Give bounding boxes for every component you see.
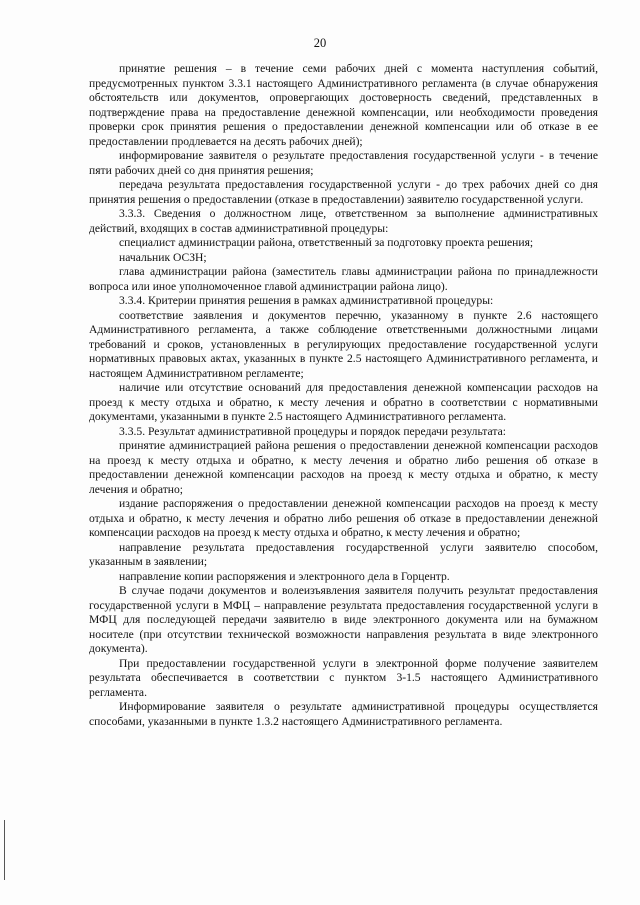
paragraph-criteria-grounds: наличие или отсутствие оснований для предоставления денежной компенсации расходов на проезд к месту отдыха и обратно, к месту лечения и обратно в соответствии с нормативными документами, указанными в пункте 2.5 настоящего Административного регламента. bbox=[89, 381, 598, 423]
paragraph-criteria-documents: соответствие заявления и документов перечню, указанному в пункте 2.6 настоящего Административного регламента, а также соблюдение ответственными должностными лицами требований и сроков, установленных в регулирующих предоставление государственной услуги нормативных правовых актах, указанных в пункте 2.5 настоящего Административного регламента, и настоящем Административном регламенте; bbox=[89, 308, 598, 380]
paragraph-informing: Информирование заявителя о результате административной процедуры осуществляется способами, указанными в пункте 1.3.2 настоящего Административного регламента. bbox=[89, 700, 598, 728]
paragraph-district-head: глава администрации района (заместитель главы администрации района по принадлежности вопроса или иное уполномоченное главой администрации района лицо). bbox=[89, 265, 598, 293]
paragraph-section-3-3-5: 3.3.5. Результат административной процедуры и порядок передачи результата: bbox=[119, 424, 506, 438]
paragraph-transfer-term: передача результата предоставления государственной услуги - до трех рабочих дней со дня принятия решения о предоставлении (отказе в предоставлении) заявителю государственной услуги. bbox=[89, 178, 598, 206]
scan-edge-mark bbox=[4, 820, 5, 880]
paragraph-result-order: издание распоряжения о предоставлении денежной компенсации расходов на проезд к месту отдыха и обратно, к месту лечения и обратно либо решения об отказе в предоставлении денежной компенсации расходов на проезд к месту отдыха и обратно, к месту лечения и обратно; bbox=[89, 497, 598, 539]
paragraph-section-3-3-3: 3.3.3. Сведения о должностном лице, ответственном за выполнение административных действий, входящих в состав административной процедуры: bbox=[89, 207, 598, 235]
paragraph-head-oszn: начальник ОСЗН; bbox=[119, 250, 207, 264]
paragraph-decision-term: принятие решения – в течение семи рабочих дней с момента наступления событий, предусмотренных пунктом 3.3.1 настоящего Административного регламента (в случае обнаружения обстоятельств или документов, опровергающих достоверность сведений, представленных в подтверждение права на предоставление денежной компенсации, или необходимости проведения проверки срок принятия решения о предоставлении денежной компенсации или об отказе в ее предоставлении продлевается на десять рабочих дней); bbox=[89, 62, 598, 148]
paragraph-section-3-3-4: 3.3.4. Критерии принятия решения в рамках административной процедуры: bbox=[119, 294, 494, 307]
paragraph-result-decision: принятие администрацией района решения о предоставлении денежной компенсации расходов на проезд к месту отдыха и обратно, к месту лечения и обратно либо решения об отказе в предоставлении денежной компенсации расходов на проезд к месту отдыха и обратно, к месту лечения и обратно; bbox=[89, 439, 598, 496]
document-body bbox=[89, 62, 598, 729]
paragraph-electronic: При предоставлении государственной услуги в электронной форме получение заявителем результата обеспечивается в соответствии с пунктом 3-1.5 настоящего Административного регламента. bbox=[89, 656, 598, 699]
page-number: 20 bbox=[313, 36, 327, 50]
paragraph-inform-term: информирование заявителя о результате предоставления государственной услуги - в течение пяти рабочих дней со дня принятия решения; bbox=[89, 149, 598, 177]
paragraph-specialist: специалист администрации района, ответственный за подготовку проекта решения; bbox=[119, 236, 534, 249]
paragraph-result-send: направление результата предоставления государственной услуги заявителю способом, указанным в заявлении; bbox=[89, 540, 598, 568]
paragraph-result-copy: направление копии распоряжения и электронного дела в Горцентр. bbox=[119, 569, 450, 583]
paragraph-mfc: В случае подачи документов и волеизъявления заявителя получить результат предоставления государственной услуги в МФЦ – направление результата предоставления государственной услуги в МФЦ для последующей передачи заявителю в виде электронного документа или на бумажном носителе (при отсутствии технической возможности направления результата в виде электронного документа). bbox=[89, 584, 598, 655]
